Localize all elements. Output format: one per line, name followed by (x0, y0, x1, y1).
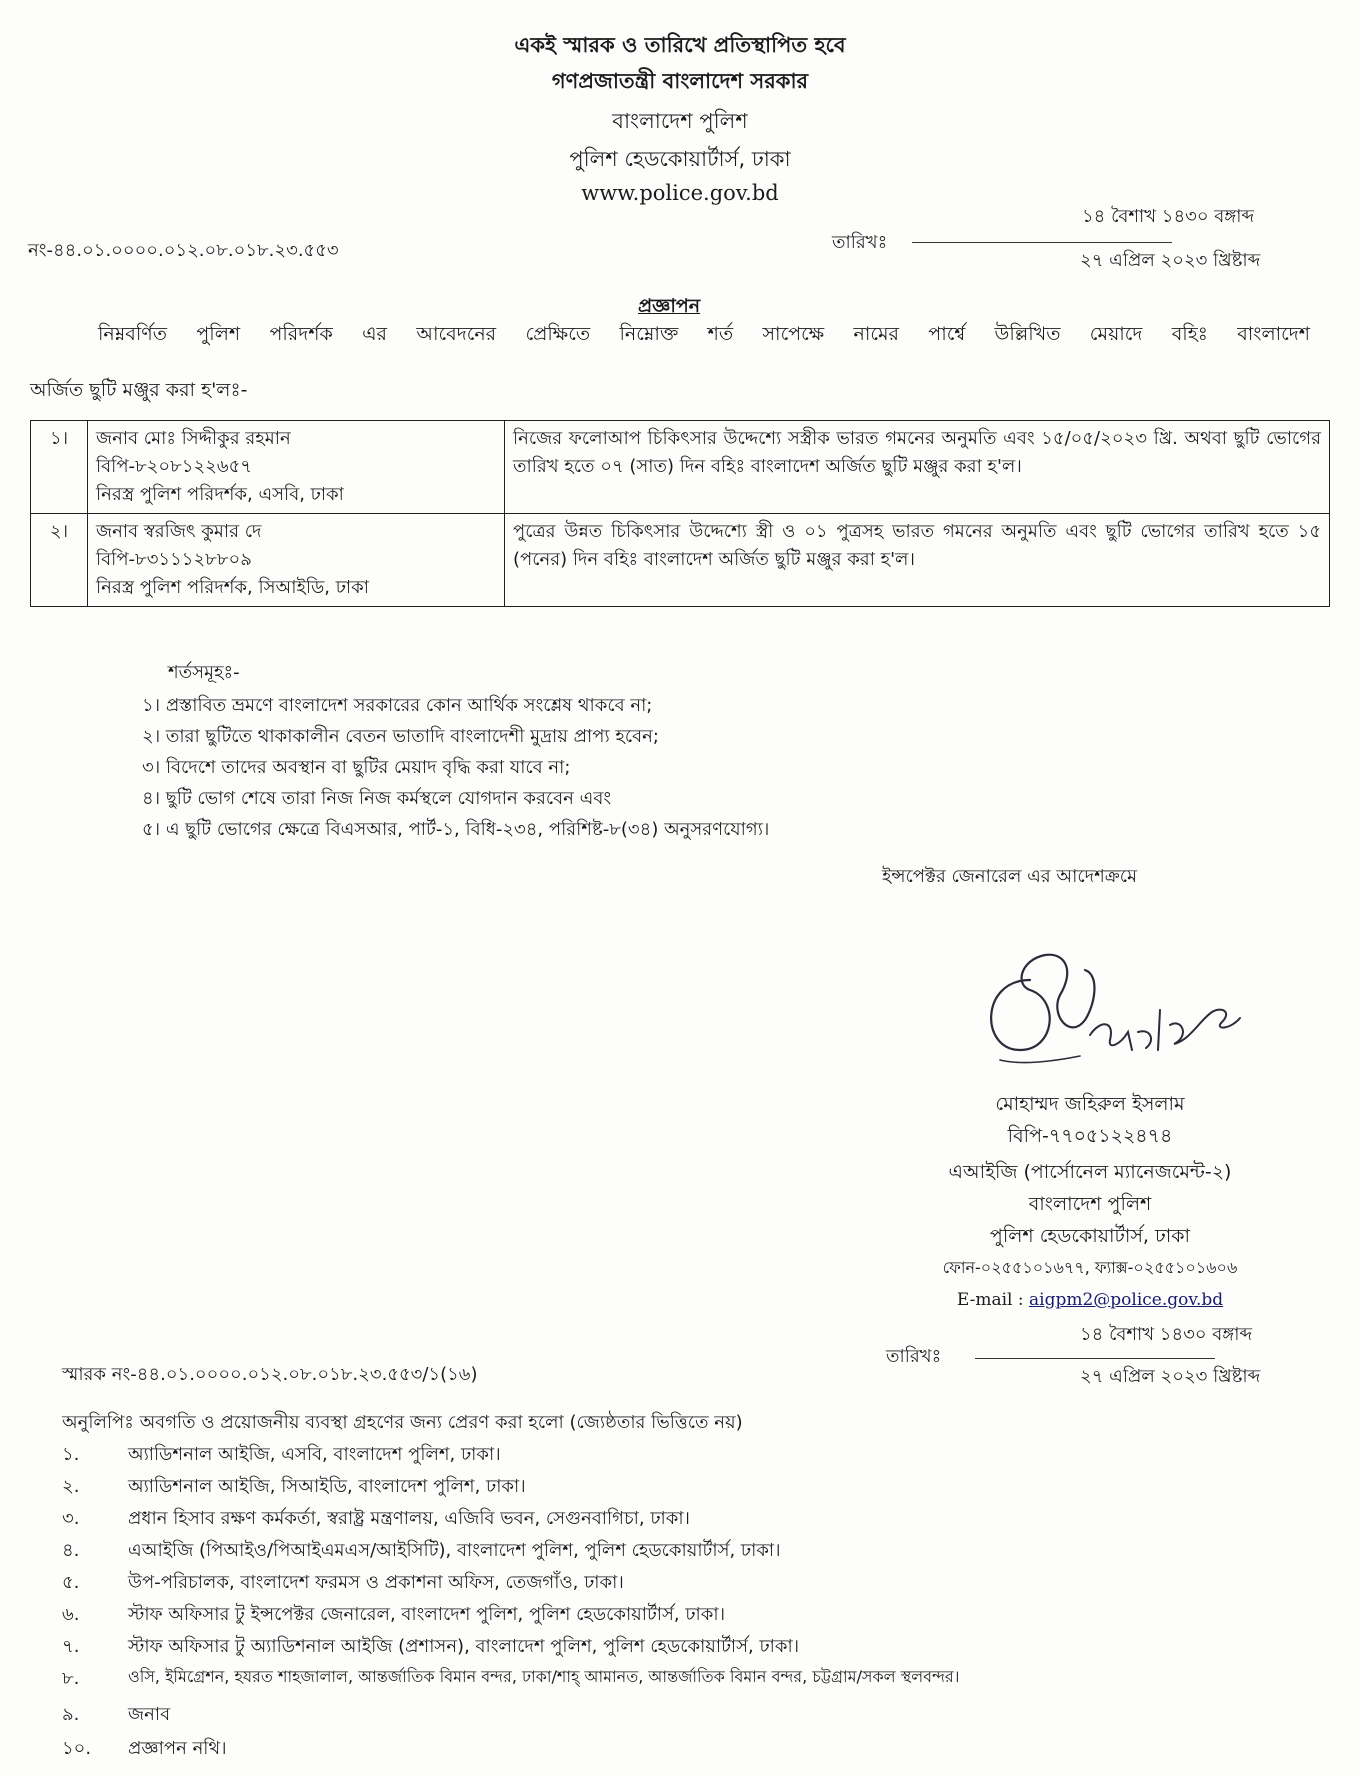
email-label: E-mail : (956, 1290, 1024, 1310)
memo2-number: স্মারক নং-৪৪.০১.০০০০.০১২.০৮.০১৮.২৩.৫৫৩/১(১৬) (62, 1364, 478, 1385)
officer-bp: বিপি-৮২০৮১২২৬৫৭ (96, 456, 252, 477)
signatory-bp: বিপি-৭৭০৫১২২৪৭৪ (1007, 1125, 1173, 1147)
copy-recipient: প্রধান হিসাব রক্ষণ কর্মকর্তা, স্বরাষ্ট্র মন্ত্রণালয়, এজিবি ভবন, সেগুনবাগিচা, ঢাকা। (128, 1508, 690, 1529)
officer-cell (88, 421, 505, 514)
copy-recipient: প্রজ্ঞাপন নথি। (128, 1738, 227, 1759)
copy-recipient: ওসি, ইমিগ্রেশন, হযরত শাহজালাল, আন্তর্জাতিক বিমান বন্দর, ঢাকা/শাহ্ আমানত, আন্তর্জাতিক বিমান বন্দর, চট্টগ্রাম/সকল স্থলবন্দর। (128, 1667, 960, 1686)
officer-bp: বিপি-৮৩১১১২৮৮০৯ (96, 549, 252, 570)
leave-grant-table (30, 420, 1330, 607)
officer-cell (88, 514, 505, 607)
date-divider (912, 242, 1172, 243)
conditions-heading: শর্তসমূহঃ- (168, 662, 240, 683)
copy-number: ৯. (62, 1704, 80, 1725)
date-label: তারিখঃ (832, 232, 888, 253)
office-name: পুলিশ হেডকোয়ার্টার্স, ঢাকা (569, 147, 791, 171)
copy-number: ১. (62, 1444, 80, 1465)
date-english: ২৭ এপ্রিল ২০২৩ খ্রিষ্টাব্দ (1080, 250, 1261, 271)
signatory-block (880, 1088, 1300, 1316)
notice-intro-line2: অর্জিত ছুটি মঞ্জুর করা হ'লঃ- (30, 379, 248, 401)
copy-number: ৫. (62, 1572, 80, 1593)
email-link[interactable]: aigpm2@police.gov.bd (1029, 1290, 1224, 1310)
copy-number: ৮. (62, 1668, 80, 1689)
condition-item: ৪। ছুটি ভোগ শেষে তারা নিজ নিজ কর্মস্থলে যোগদান করবেন এবং (142, 788, 612, 809)
notice-title: প্রজ্ঞাপন (638, 295, 701, 317)
organization-name: বাংলাদেশ পুলিশ (612, 109, 748, 133)
officer-name: জনাব মোঃ সিদ্দীকুর রহমান (96, 428, 291, 449)
replacement-note: একই স্মারক ও তারিখে প্রতিস্থাপিত হবে (514, 33, 846, 57)
table-row (31, 514, 1330, 607)
condition-item: ৫। এ ছুটি ভোগের ক্ষেত্রে বিএসআর, পার্ট-১, বিধি-২৩৪, পরিশিষ্ট-৮(৩৪) অনুসরণযোগ্য। (142, 819, 770, 840)
signatory-org: বাংলাদেশ পুলিশ (1028, 1193, 1152, 1215)
serial-cell: ১। (31, 421, 88, 514)
copy-recipient: অ্যাডিশনাল আইজি, এসবি, বাংলাদেশ পুলিশ, ঢাকা। (128, 1444, 501, 1465)
copy-recipient: উপ-পরিচালক, বাংলাদেশ ফরমস ও প্রকাশনা অফিস, তেজগাঁও, ঢাকা। (128, 1572, 624, 1593)
government-name: গণপ্রজাতন্ত্রী বাংলাদেশ সরকার (551, 69, 809, 93)
table-row (31, 421, 1330, 514)
order-line: ইন্সপেক্টর জেনারেল এর আদেশক্রমে (882, 866, 1138, 887)
copy-number: ৪. (62, 1540, 80, 1561)
date-bangla: ১৪ বৈশাখ ১৪৩০ বঙ্গাব্দ (1082, 206, 1255, 227)
copy-number: ৬. (62, 1604, 80, 1625)
memo2-date-bangla: ১৪ বৈশাখ ১৪৩০ বঙ্গাব্দ (1080, 1324, 1253, 1345)
officer-designation: নিরস্ত্র পুলিশ পরিদর্শক, সিআইডি, ঢাকা (96, 577, 369, 598)
memo2-date-english: ২৭ এপ্রিল ২০২৩ খ্রিষ্টাব্দ (1080, 1366, 1261, 1387)
serial-cell: ২। (31, 514, 88, 607)
copy-number: ১০. (62, 1738, 92, 1759)
signatory-designation: এআইজি (পার্সোনেল ম্যানেজমেন্ট-২) (948, 1161, 1232, 1183)
copy-number: ২. (62, 1476, 80, 1497)
condition-item: ২। তারা ছুটিতে থাকাকালীন বেতন ভাতাদি বাংলাদেশী মুদ্রায় প্রাপ্য হবেন; (142, 726, 659, 747)
leave-detail: পুত্রের উন্নত চিকিৎসার উদ্দেশ্যে স্ত্রী ও ০১ পুত্রসহ ভারত গমনের অনুমতি এবং ছুটি ভোগের তারিখ হতে ১৫ (পনের) দিন বহিঃ বাংলাদেশ অর্জিত ছুটি মঞ্জুর করা হ'ল। (505, 514, 1330, 607)
signature-icon (960, 940, 1280, 1090)
leave-detail: নিজের ফলোআপ চিকিৎসার উদ্দেশ্যে সস্ত্রীক ভারত গমনের অনুমতি এবং ১৫/০৫/২০২৩ খ্রি. অথবা ছুটি ভোগের তারিখ হতে ০৭ (সাত) দিন বহিঃ বাংলাদেশ অর্জিত ছুটি মঞ্জুর করা হ'ল। (505, 421, 1330, 514)
memo2-date-label: তারিখঃ (886, 1346, 942, 1367)
signatory-phone: ফোন-০২৫৫১০১৬৭৭, ফ্যাক্স-০২৫৫১০১৬০৬ (942, 1258, 1238, 1277)
copy-number: ৩. (62, 1508, 80, 1529)
notice-intro-line1: নিম্নবর্ণিত পুলিশ পরিদর্শক এর আবেদনের প্রেক্ষিতে নিম্নোক্ত শর্ত সাপেক্ষে নামের পার্শ্বে উল্লিখিত মেয়াদে বহিঃ বাংলাদেশ (98, 323, 1310, 345)
signatory-name: মোহাম্মদ জহিরুল ইসলাম (995, 1093, 1185, 1115)
copy-recipient: স্টাফ অফিসার টু ইন্সপেক্টর জেনারেল, বাংলাদেশ পুলিশ, পুলিশ হেডকোয়ার্টার্স, ঢাকা। (128, 1604, 726, 1625)
copy-number: ৭. (62, 1636, 80, 1657)
copy-recipient: স্টাফ অফিসার টু অ্যাডিশনাল আইজি (প্রশাসন), বাংলাদেশ পুলিশ, পুলিশ হেডকোয়ার্টার্স, ঢাকা। (128, 1636, 800, 1657)
copy-recipient: অ্যাডিশনাল আইজি, সিআইডি, বাংলাদেশ পুলিশ, ঢাকা। (128, 1476, 526, 1497)
letterhead (0, 30, 1360, 208)
website-link[interactable]: www.police.gov.bd (581, 181, 779, 205)
officer-designation: নিরস্ত্র পুলিশ পরিদর্শক, এসবি, ঢাকা (96, 484, 344, 505)
condition-item: ১। প্রস্তাবিত ভ্রমণে বাংলাদেশ সরকারের কোন আর্থিক সংশ্লেষ থাকবে না; (142, 695, 653, 716)
copy-recipient: এআইজি (পিআইও/পিআইএমএস/আইসিটি), বাংলাদেশ পুলিশ, পুলিশ হেডকোয়ার্টার্স, ঢাকা। (128, 1540, 781, 1561)
officer-name: জনাব স্বরজিৎ কুমার দে (96, 521, 262, 542)
memo2-date-divider (975, 1358, 1215, 1359)
copies-heading: অনুলিপিঃ অবগতি ও প্রয়োজনীয় ব্যবস্থা গ্রহণের জন্য প্রেরণ করা হলো (জ্যেষ্ঠতার ভিত্তিতে নয়) (62, 1412, 743, 1433)
signatory-office: পুলিশ হেডকোয়ার্টার্স, ঢাকা (989, 1225, 1191, 1247)
memo-number: নং-৪৪.০১.০০০০.০১২.০৮.০১৮.২৩.৫৫৩ (28, 240, 339, 261)
signatory-email-row (880, 1284, 1300, 1316)
copy-recipient: জনাব (128, 1704, 171, 1725)
condition-item: ৩। বিদেশে তাদের অবস্থান বা ছুটির মেয়াদ বৃদ্ধি করা যাবে না; (142, 757, 571, 778)
